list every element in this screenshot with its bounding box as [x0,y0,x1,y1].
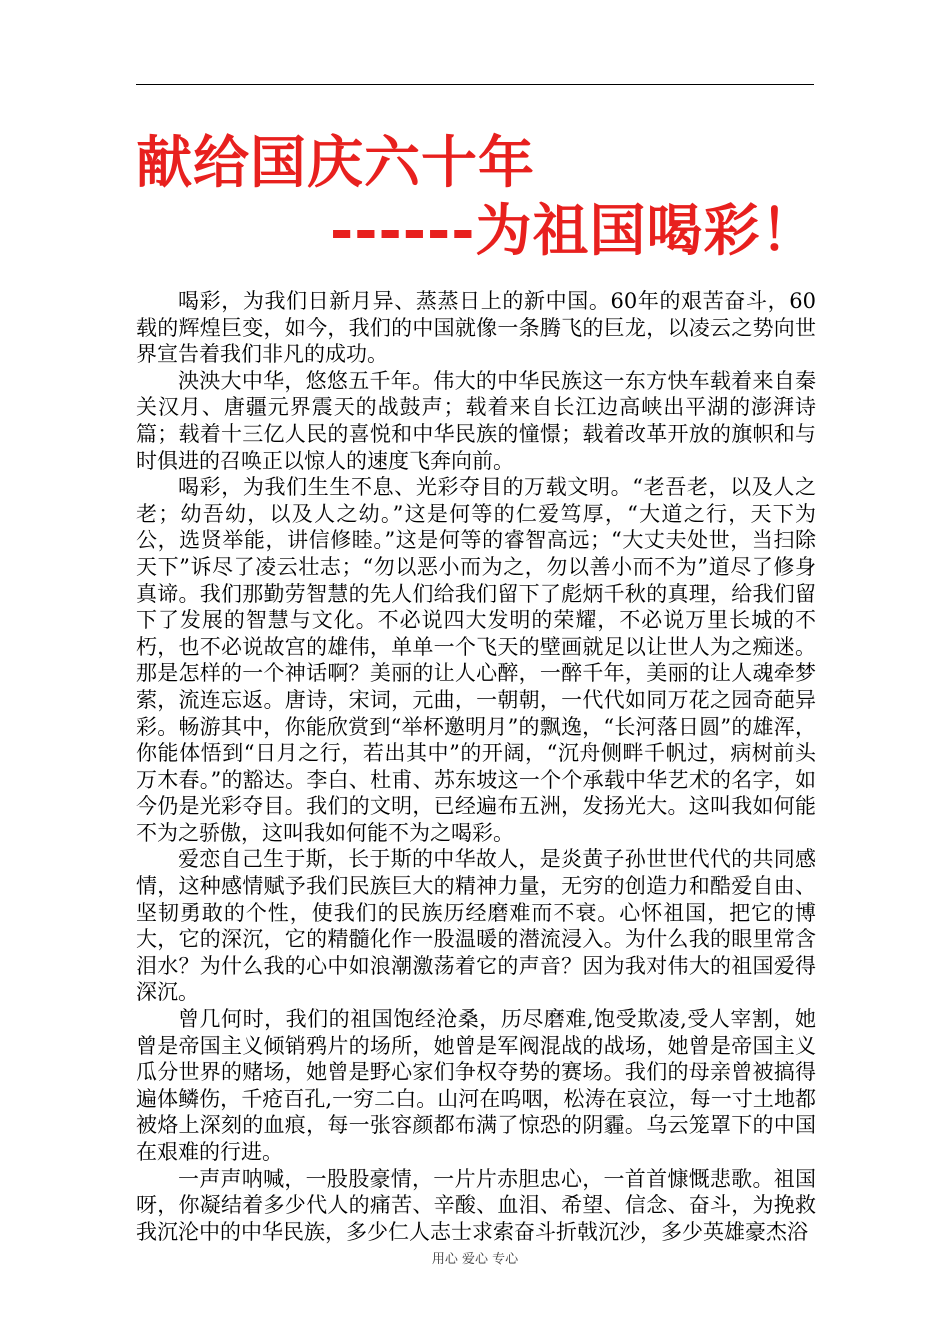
article-body [136,288,816,1245]
page-subtitle: ------为祖国喝彩！ [330,199,818,264]
paragraph-6: 一声声呐喊，一股股豪情，一片片赤胆忠心，一首首慷慨悲歌。祖国呀，你凝结着多少代人的痛苦、辛酸、血泪、希望、信念、奋斗，为挽救我沉沦中的中华民族，多少仁人志士求索奋斗折戟沉沙，多少英雄豪杰浴 [136,1166,816,1244]
page-footer: 用心 爱心 专心 [431,1252,519,1267]
header-rule [136,84,814,85]
paragraph-2: 泱泱大中华，悠悠五千年。伟大的中华民族这一东方快车载着来自秦关汉月、唐疆元界震天的战鼓声；载着来自长江边高峡出平湖的澎湃诗篇；载着十三亿人民的喜悦和中华民族的憧憬；载着改革开放的旗帜和与时俱进的召唤正以惊人的速度飞奔向前。 [136,368,816,473]
paragraph-1: 喝彩，为我们日新月异、蒸蒸日上的新中国。60年的艰苦奋斗，60载的辉煌巨变，如今，我们的中国就像一条腾飞的巨龙，以凌云之势向世界宣告着我们非凡的成功。 [136,289,816,367]
paragraph-3: 喝彩，为我们生生不息、光彩夺目的万载文明。“老吾老，以及人之老；幼吾幼，以及人之幼。”这是何等的仁爱笃厚，“大道之行，天下为公，选贤举能，讲信修睦。”这是何等的睿智高远；“大丈夫处世，当扫除天下”诉尽了凌云壮志；“勿以恶小而为之，勿以善小而不为”道尽了修身真谛。我们那勤劳智慧的先人们给我们留下了彪炳千秋的真理，给我们留下了发展的智慧与文化。不必说四大发明的荣耀，不必说万里长城的不朽，也不必说故宫的雄伟，单单一个飞天的壁画就足以让世人为之痴迷。那是怎样的一个神话啊？美丽的让人心醉，一醉千年，美丽的让人魂牵梦萦，流连忘返。唐诗，宋词，元曲，一朝朝，一代代如同万花之园奇葩异彩。畅游其中，你能欣赏到“举杯邀明月”的飘逸，“长河落日圆”的雄浑，你能体悟到“日月之行，若出其中”的开阔，“沉舟侧畔千帆过，病树前头万木春。”的豁达。李白、杜甫、苏东坡这一个个承载中华艺术的名字，如今仍是光彩夺目。我们的文明，已经遍布五洲，发扬光大。这叫我如何能不为之骄傲，这叫我如何能不为之喝彩。 [136,475,816,845]
paragraph-4: 爱恋自己生于斯，长于斯的中华故人，是炎黄子孙世世代代的共同感情，这种感情赋予我们民族巨大的精神力量，无穷的创造力和酷爱自由、坚韧勇敢的个性，使我们的民族历经磨难而不衰。心怀祖国，把它的博大，它的深沉，它的精髓化作一股温暖的潜流浸入。为什么我的眼里常含泪水？为什么我的心中如浪潮激荡着它的声音？因为我对伟大的祖国爱得深沉。 [136,847,816,1005]
page-title: 献给国庆六十年 [136,131,535,196]
paragraph-5: 曾几何时，我们的祖国饱经沧桑，历尽磨难,饱受欺凌,受人宰割，她曾是帝国主义倾销鸦片的场所，她曾是军阀混战的战场，她曾是帝国主义瓜分世界的赌场，她曾是野心家们争权夺势的赛场。我们的母亲曾被搞得遍体鳞伤，千疮百孔,一穷二白。山河在呜咽，松涛在哀泣，每一寸土地都被烙上深刻的血痕，每一张容颜都布满了惊恐的阴霾。乌云笼罩下的中国在艰难的行进。 [136,1007,816,1164]
